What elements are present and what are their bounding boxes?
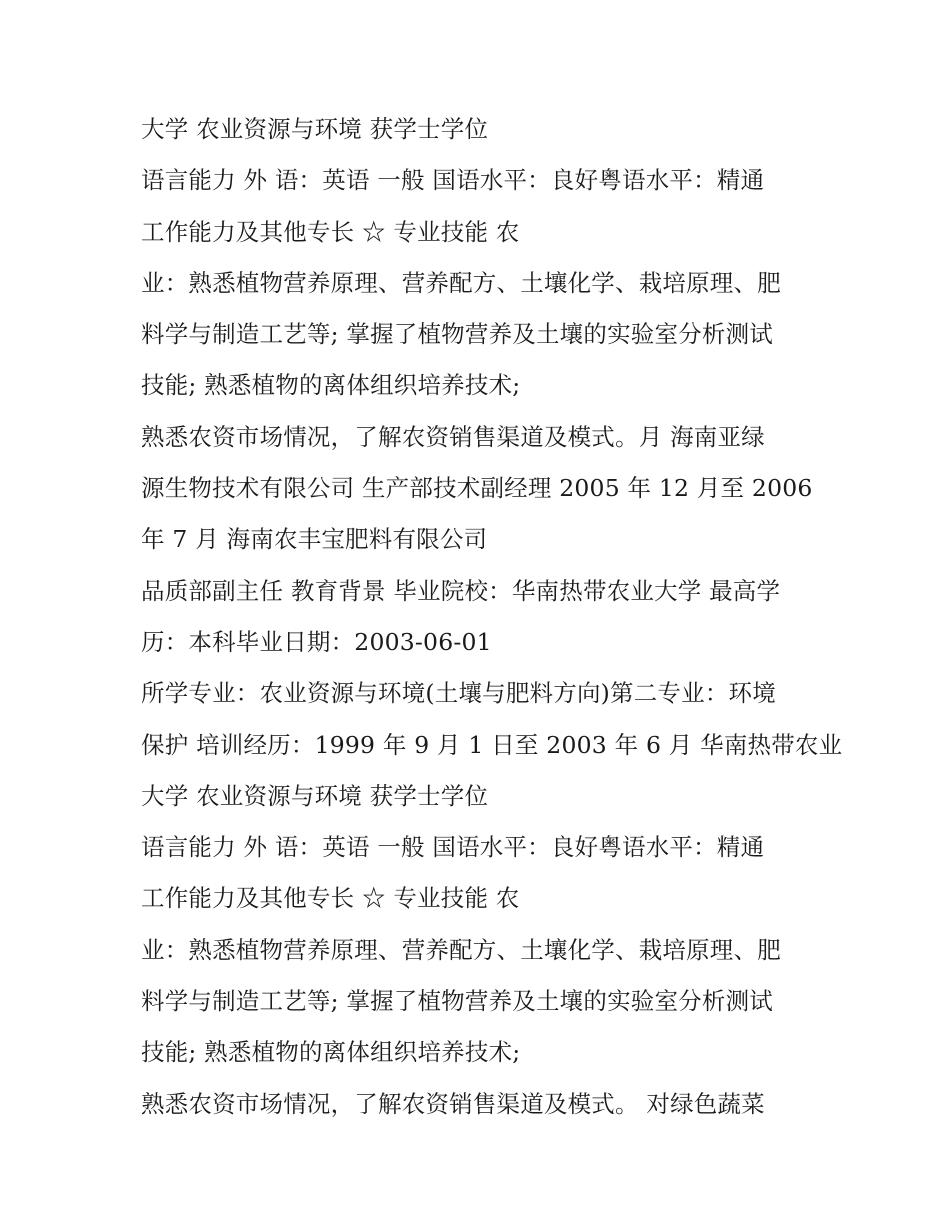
text-line: 语言能力 外 语：英语 一般 国语水平：良好粤语水平：精通 bbox=[141, 833, 765, 862]
text-line: 料学与制造工艺等; 掌握了植物营养及土壤的实验室分析测试 bbox=[141, 987, 773, 1016]
text-line: 熟悉农资市场情况，了解农资销售渠道及模式。 对绿色蔬菜 bbox=[141, 1089, 765, 1118]
text-line: 技能; 熟悉植物的离体组织培养技术; bbox=[141, 371, 521, 400]
text-line: 源生物技术有限公司 生产部技术副经理 2005 年 12 月至 2006 bbox=[141, 474, 813, 503]
document-body bbox=[141, 104, 843, 1130]
text-line: 所学专业：农业资源与环境(土壤与肥料方向)第二专业：环境 bbox=[141, 679, 776, 708]
text-line: 业：熟悉植物营养原理、营养配方、土壤化学、栽培原理、肥 bbox=[141, 935, 781, 964]
text-line: 历：本科毕业日期：2003-06-01 bbox=[141, 627, 492, 656]
text-line: 品质部副主任 教育背景 毕业院校：华南热带农业大学 最高学 bbox=[141, 576, 781, 605]
text-line: 业：熟悉植物营养原理、营养配方、土壤化学、栽培原理、肥 bbox=[141, 268, 781, 297]
text-line: 熟悉农资市场情况，了解农资销售渠道及模式。月 海南亚绿 bbox=[141, 422, 765, 451]
text-line: 年 7 月 海南农丰宝肥料有限公司 bbox=[141, 525, 488, 554]
text-line: 料学与制造工艺等; 掌握了植物营养及土壤的实验室分析测试 bbox=[141, 320, 773, 349]
text-line: 技能; 熟悉植物的离体组织培养技术; bbox=[141, 1038, 521, 1067]
text-line: 大学 农业资源与环境 获学士学位 bbox=[141, 115, 489, 143]
text-line: 保护 培训经历：1999 年 9 月 1 日至 2003 年 6 月 华南热带农业 bbox=[141, 730, 843, 759]
text-line: 工作能力及其他专长 ☆ 专业技能 农 bbox=[141, 884, 520, 913]
text-line: 大学 农业资源与环境 获学士学位 bbox=[141, 781, 489, 810]
text-line: 语言能力 外 语：英语 一般 国语水平：良好粤语水平：精通 bbox=[141, 166, 765, 195]
text-line: 工作能力及其他专长 ☆ 专业技能 农 bbox=[141, 217, 520, 246]
